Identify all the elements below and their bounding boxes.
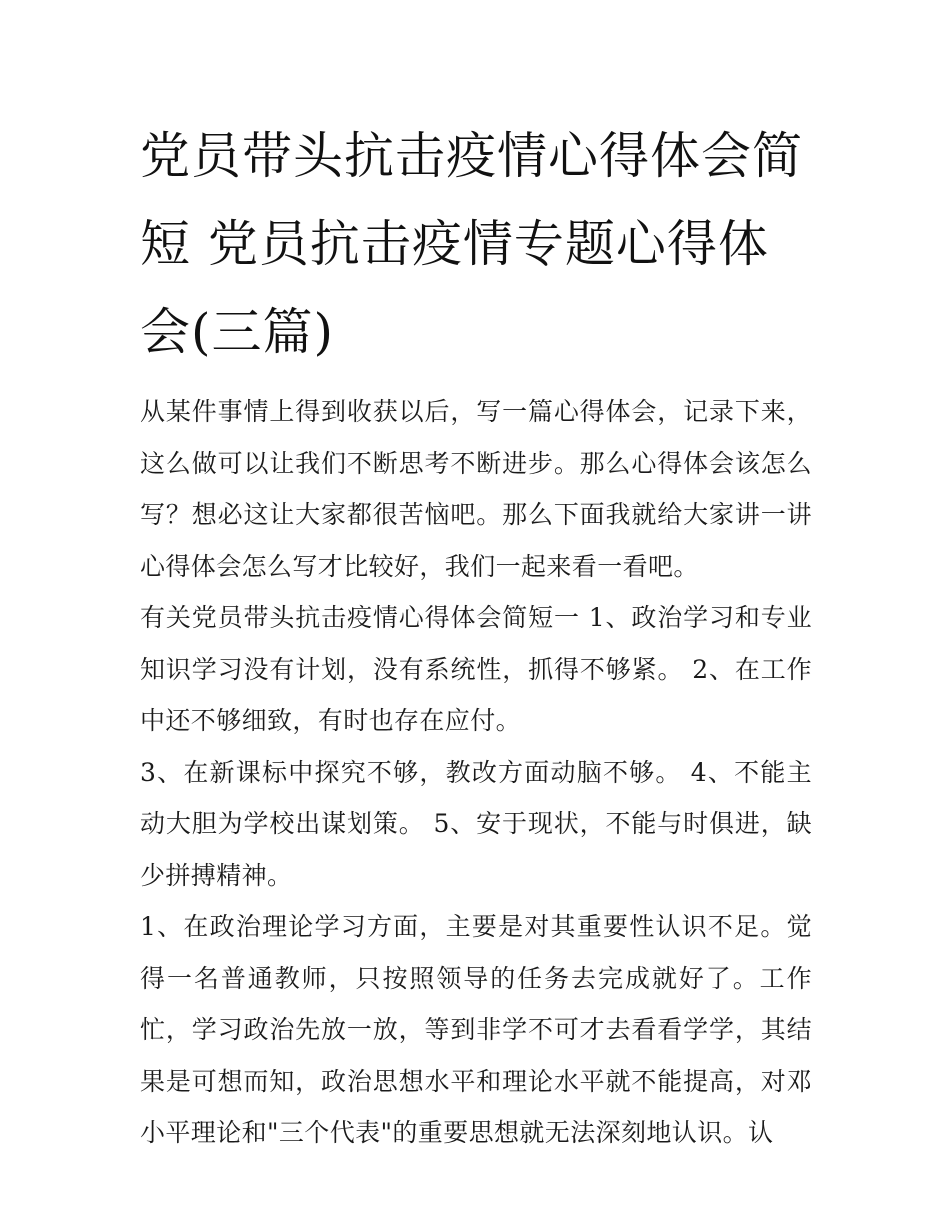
- paragraph-analysis: 1、在政治理论学习方面，主要是对其重要性认识不足。觉得一名普通教师，只按照领导的任务去完成就好了。工作忙，学习政治先放一放，等到非学不可才去看看学学，其结果是可想而知，政治思想水平和理论水平就不能提高，对邓小平理论和"三个代表"的重要思想就无法深刻地认识。认: [140, 912, 812, 1147]
- document-body: [140, 112, 812, 1159]
- paragraph-intro: 从某件事情上得到收获以后，写一篇心得体会，记录下来，这么做可以让我们不断思考不断进步。那么心得体会该怎么写？想必这让大家都很苦恼吧。那么下面我就给大家讲一讲心得体会怎么写才比较好，我们一起来看一看吧。: [140, 397, 812, 581]
- document-title: 党员带头抗击疫情心得体会简短 党员抗击疫情专题心得体会(三篇): [140, 127, 803, 361]
- paragraph-issues-1: 有关党员带头抗击疫情心得体会简短一 1、政治学习和专业知识学习没有计划，没有系统性，抓得不够紧。 2、在工作中还不够细致，有时也存在应付。: [140, 603, 812, 735]
- paragraph-issues-2: 3、在新课标中探究不够，教改方面动脑不够。 4、不能主动大胆为学校出谋划策。 5、安于现状，不能与时俱进，缺少拼搏精神。: [140, 757, 812, 890]
